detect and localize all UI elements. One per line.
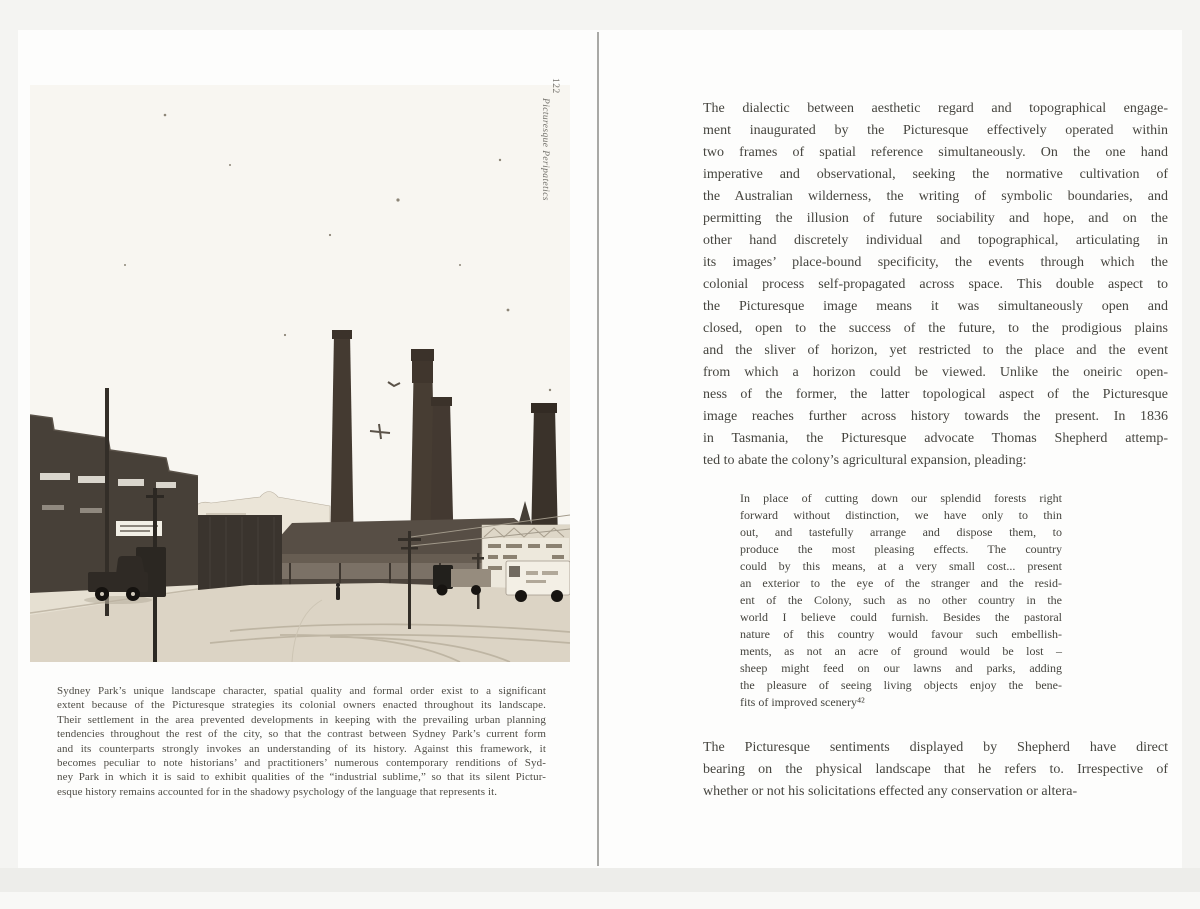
page-bottom-shadow <box>0 868 1200 892</box>
paragraph-2: The Picturesque sentiments displayed by Shepherd have direct bearing on the physical landscape that he refers to. Irrespective of whether or not his solicitations effected any conservation or altera- <box>703 740 1168 799</box>
page-spine-divider <box>597 32 599 866</box>
running-header <box>540 78 560 308</box>
page-number: 122 <box>550 78 560 94</box>
timber-fence <box>198 515 282 595</box>
page-bottom-strip <box>0 892 1200 909</box>
photo-caption: Sydney Park’s unique landscape character, spatial quality and formal order exist to a significant extent because of the Picturesque strategies its colonial owners enacted throughout its landscape. Their settlement in the area prevented developments in keeping with the prevailing urban planning tendencies throughout the rest of the city, so that the contrast between Sydney Park’s current form and its counterparts strongly invokes an understanding of its history. Against this framework, it becomes peculiar to note historians’ and practitioners’ numerous contemporary renditions of Syd- ney Park in which it is said to exhibit qualities of the “industrial sublime,” so that its silent Pictur- esque history remains accounted for in the shadowy psychology of the language that represents it. <box>57 685 546 798</box>
paragraph-1: The dialectic between aesthetic regard and topographical engage- ment inaugurated by the Picturesque effectively operated within two frames of spatial reference simultaneously. On the one hand imperative and observational, seeking the normative cultivation of the Australian wilderness, the writing of symbolic boundaries, and permitting the illusion of future sociability and hope, and on the other hand discretely individual and topographical, articulating in its images’ place-bound specificity, the events through which the colonial process self-propagated across space. This double aspect to the Picturesque image means it was simultaneously open and closed, open to the success of the future, to the prodigious plains and the sliver of horizon, yet restricted to the place and the event from which a horizon could be viewed. Unlike the oneiric open- ness of the former, the latter topological aspect of the Picturesque image reaches further across history towards the present. In 1836 in Tasmania, the Picturesque advocate Thomas Shepherd attemp- ted to abate the colony’s agricultural expansion, pleading: <box>703 101 1168 468</box>
book-spread <box>18 30 1182 868</box>
pedestrian <box>336 583 340 600</box>
running-title: Picturesque Peripatetics <box>540 98 550 201</box>
shepherd-blockquote: In place of cutting down our splendid forests right forward without distinction, we have only to thin out, and tastefully arrange and dispose them, to produce the most pleasing effects. The country could by this means, at a very small cost... present an exterior to the eye of the stranger and the resid- ent of the Colony, such as no other country in the world I believe could furnish. Besides the pastoral nature of this country would favour such embellish- ments, as not an acre of ground would be lost – sheep might feed on our lawns and parks, adding the pleasure of seeing living objects enjoy the bene- fits of improved scenery⁴² <box>740 491 1062 709</box>
sydney-park-brickworks-photograph <box>30 85 570 662</box>
body-text-column <box>703 98 1168 803</box>
